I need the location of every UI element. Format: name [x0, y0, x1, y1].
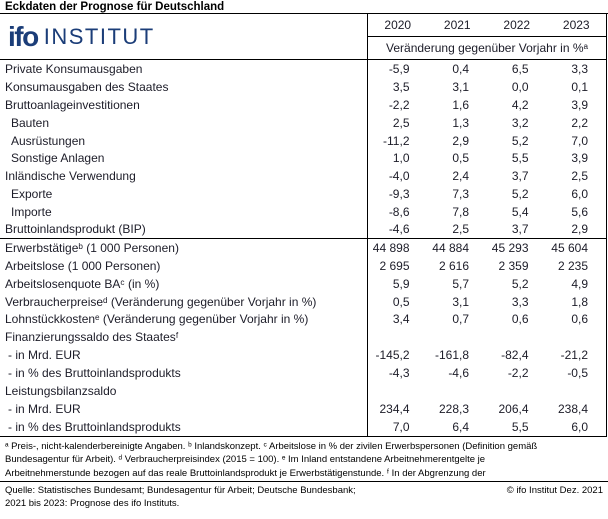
value-cell: -82,4	[501, 348, 529, 363]
ifo-logo-text: ifo	[8, 20, 38, 52]
institut-logo-text: INSTITUT	[43, 23, 155, 49]
year-header: 2021	[443, 18, 471, 32]
value-cell: -0,5	[567, 366, 588, 381]
table-header	[0, 14, 606, 60]
value-cell: -9,3	[388, 187, 410, 202]
value-cell: 45 293	[491, 240, 529, 255]
value-cell: 2,9	[452, 133, 469, 148]
value-cell: 2,5	[392, 115, 410, 130]
header-columns	[368, 14, 606, 59]
table-row	[0, 346, 606, 364]
prognose-note: 2021 bis 2023: Prognose des ifo Instituts.	[5, 497, 180, 509]
table-row	[0, 400, 606, 418]
value-cell: 3,9	[571, 97, 588, 112]
footnote-line: Bundesagentur für Arbeit). ᵈ Verbraucherpreisindex (2015 = 100). ᵉ Im Inland entstandene Arbeitnehmerentgelte je	[5, 454, 486, 466]
value-cell: -145,2	[375, 348, 410, 363]
table-row	[0, 418, 606, 436]
source-row	[0, 482, 608, 496]
value-cell: -4,3	[388, 366, 410, 381]
table-row	[0, 203, 606, 221]
table-row	[0, 275, 606, 293]
value-cell: -8,6	[388, 205, 410, 220]
value-cell	[547, 382, 607, 400]
table-row	[0, 167, 606, 185]
value-cell: 5,2	[511, 133, 529, 148]
row-label: Arbeitslose (1 000 Personen)	[0, 257, 368, 275]
row-label: Bauten	[0, 114, 368, 132]
table-row	[0, 239, 606, 257]
row-label: Bruttoinlandsprodukt (BIP)	[0, 221, 368, 238]
row-label: Finanzierungssaldo des Staatesᶠ	[0, 328, 368, 346]
value-cell: -161,8	[434, 348, 469, 363]
table-row	[0, 96, 606, 114]
value-cell: 2,4	[452, 169, 469, 184]
footnotes	[0, 437, 608, 482]
value-cell: 2 695	[379, 258, 410, 273]
value-cell: 206,4	[498, 401, 529, 416]
copyright-text: © ifo Institut Dez. 2021	[506, 484, 603, 496]
value-cell: 1,3	[452, 115, 469, 130]
year-header: 2023	[562, 18, 590, 32]
row-label: - in % des Bruttoinlandsprodukts	[0, 418, 368, 436]
value-cell: 3,9	[571, 151, 588, 166]
row-label: Sonstige Anlagen	[0, 149, 368, 167]
value-cell: 0,1	[571, 79, 588, 94]
value-cell: -2,2	[388, 97, 410, 112]
value-cell: 234,4	[379, 401, 410, 416]
value-cell	[547, 328, 607, 346]
value-cell: 3,1	[452, 79, 469, 94]
row-label: Private Konsumausgaben	[0, 60, 368, 78]
value-cell: 1,6	[452, 97, 469, 112]
value-cell: 2 235	[557, 258, 588, 273]
value-cell: 3,7	[511, 222, 529, 237]
value-cell: -2,2	[507, 366, 529, 381]
value-cell: 3,5	[392, 79, 410, 94]
value-cell: 6,5	[511, 61, 529, 76]
row-label: Exporte	[0, 185, 368, 203]
value-cell: 6,0	[571, 419, 588, 434]
row-label: Inländische Verwendung	[0, 167, 368, 185]
unit-header: Veränderung gegenüber Vorjahr in %ᵃ	[386, 41, 588, 55]
value-cell: 6,0	[571, 187, 588, 202]
ifo-logo	[0, 14, 368, 59]
value-cell: 5,5	[511, 419, 529, 434]
value-cell: 0,5	[452, 151, 469, 166]
value-cell: 5,7	[452, 276, 469, 291]
row-label: Bruttoanlageinvestitionen	[0, 96, 368, 114]
row-label: Ausrüstungen	[0, 132, 368, 150]
table-row	[0, 293, 606, 311]
value-cell: 0,0	[511, 79, 529, 94]
value-cell: -11,2	[383, 133, 410, 148]
value-cell: 45 604	[551, 240, 588, 255]
value-cell: 0,6	[511, 312, 529, 327]
value-cell: 5,9	[392, 276, 410, 291]
table-row	[0, 328, 606, 346]
value-cell: 4,9	[571, 276, 588, 291]
value-cell: 3,3	[571, 61, 588, 76]
value-cell: 5,2	[511, 187, 529, 202]
table-row	[0, 257, 606, 275]
row-label: Erwerbstätigeᵇ (1 000 Personen)	[0, 239, 368, 257]
year-header: 2020	[384, 18, 412, 32]
value-cell: 44 898	[372, 240, 410, 255]
value-cell: 7,0	[392, 419, 410, 434]
value-cell: 3,2	[511, 115, 529, 130]
table-row	[0, 78, 606, 96]
source-text: Quelle: Statistisches Bundesamt; Bundesagentur für Arbeit; Deutsche Bundesbank;	[5, 484, 356, 496]
value-cell: 2,9	[571, 222, 588, 237]
value-cell	[487, 382, 547, 400]
value-cell: 3,1	[452, 294, 469, 309]
value-cell: 5,2	[511, 276, 529, 291]
value-cell: -21,2	[560, 348, 588, 363]
value-cell: 7,0	[571, 133, 588, 148]
value-cell: 6,4	[452, 419, 469, 434]
value-cell: -4,0	[388, 169, 410, 184]
value-cell: 0,7	[452, 312, 469, 327]
value-cell: 0,6	[571, 312, 588, 327]
table-row	[0, 364, 606, 382]
value-cell: 228,3	[438, 401, 469, 416]
row-label: Konsumausgaben des Staates	[0, 78, 368, 96]
table-row	[0, 221, 606, 239]
row-label: - in % des Bruttoinlandsprodukts	[0, 364, 368, 382]
value-cell: -5,9	[388, 61, 410, 76]
year-header-row	[368, 14, 606, 37]
value-cell: 4,2	[511, 97, 529, 112]
row-label: Importe	[0, 203, 368, 221]
table-row	[0, 60, 606, 78]
value-cell: 5,6	[571, 205, 588, 220]
value-cell	[368, 382, 428, 400]
value-cell: 2,2	[571, 115, 588, 130]
table	[0, 14, 607, 437]
row-label: Arbeitslosenquote BAᶜ (in %)	[0, 275, 368, 293]
value-cell: 1,0	[392, 151, 410, 166]
value-cell: 2 616	[438, 258, 469, 273]
value-cell: 7,3	[452, 187, 469, 202]
value-cell: 44 884	[432, 240, 469, 255]
year-header: 2022	[503, 18, 531, 32]
value-cell	[428, 382, 488, 400]
footnote-line: Arbeitnehmerstunde bezogen auf das reale Bruttoinlandsprodukt je Erwerbstätigenstunde. ᶠ In der Abgrenzung der	[5, 467, 486, 479]
row-label: Leistungsbilanzsaldo	[0, 382, 368, 400]
value-cell: 238,4	[557, 401, 588, 416]
row-label: Lohnstückkostenᵉ (Veränderung gegenüber Vorjahr in %)	[0, 310, 368, 328]
value-cell: 2 359	[498, 258, 529, 273]
value-cell: 7,8	[452, 205, 469, 220]
page-title: Eckdaten der Prognose für Deutschland	[0, 0, 608, 14]
value-cell: 1,8	[571, 294, 588, 309]
table-row	[0, 132, 606, 150]
value-cell: 2,5	[452, 222, 469, 237]
table-row	[0, 185, 606, 203]
value-cell: 3,4	[392, 312, 410, 327]
value-cell: 3,3	[511, 294, 529, 309]
row-label: - in Mrd. EUR	[0, 400, 368, 418]
table-row	[0, 382, 606, 400]
value-cell: 2,5	[571, 169, 588, 184]
table-row	[0, 310, 606, 328]
row-label: Verbraucherpreiseᵈ (Veränderung gegenüber Vorjahr in %)	[0, 293, 368, 311]
value-cell	[368, 328, 428, 346]
table-body	[0, 60, 606, 437]
row-label: - in Mrd. EUR	[0, 346, 368, 364]
value-cell: 0,4	[452, 61, 469, 76]
value-cell	[428, 328, 488, 346]
value-cell: 5,4	[511, 205, 529, 220]
value-cell: 3,7	[511, 169, 529, 184]
value-cell: 5,5	[511, 151, 529, 166]
value-cell: 0,5	[392, 294, 410, 309]
table-row	[0, 149, 606, 167]
value-cell	[487, 328, 547, 346]
footnote-line: ᵃ Preis-, nicht-kalenderbereinigte Angaben. ᵇ Inlandskonzept. ᶜ Arbeitslose in % der zivilen Erwerbspersonen (Definition gemäß	[5, 440, 538, 452]
value-cell: -4,6	[388, 222, 410, 237]
table-row	[0, 114, 606, 132]
value-cell: -4,6	[448, 366, 469, 381]
